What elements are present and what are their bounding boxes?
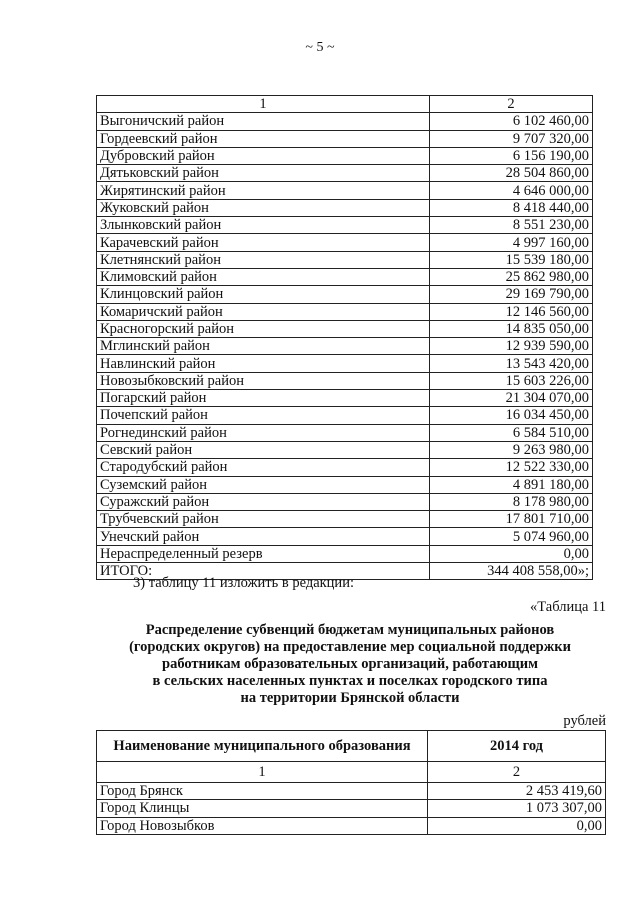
amendment-note: 3) таблицу 11 изложить в редакции:: [133, 575, 354, 591]
row-name: Стародубский район: [97, 459, 430, 476]
row-amount: 17 801 710,00: [430, 511, 593, 528]
table-row: [97, 217, 593, 234]
title-line: Распределение субвенций бюджетам муниципальных районов: [145, 622, 555, 638]
row-amount: 13 543 420,00: [430, 355, 593, 372]
row-name: Трубчевский район: [97, 511, 430, 528]
row-amount: 4 891 180,00: [430, 476, 593, 493]
table-row: [97, 147, 593, 164]
table-row: [97, 817, 606, 834]
row-name: Почепский район: [97, 407, 430, 424]
row-name: Дубровский район: [97, 147, 430, 164]
row-name: Карачевский район: [97, 234, 430, 251]
row-name: Жуковский район: [97, 199, 430, 216]
table-row: [97, 130, 593, 147]
row-amount: 16 034 450,00: [430, 407, 593, 424]
row-name: Город Клинцы: [97, 800, 428, 817]
row-amount: 29 169 790,00: [430, 286, 593, 303]
row-amount: 6 584 510,00: [430, 424, 593, 441]
row-name: Выгоничский район: [97, 113, 430, 130]
column-number-1: 1: [97, 762, 428, 783]
header-municipality: Наименование муниципального образования: [97, 731, 428, 762]
row-amount: 344 408 558,00»;: [430, 563, 593, 580]
row-name: Нераспределенный резерв: [97, 545, 430, 562]
row-amount: 6 156 190,00: [430, 147, 593, 164]
table-row: [97, 303, 593, 320]
table-row: [97, 783, 606, 800]
page-number: ~ 5 ~: [305, 40, 335, 55]
table-row: [97, 251, 593, 268]
row-name: Красногорский район: [97, 320, 430, 337]
row-amount: 25 862 980,00: [430, 268, 593, 285]
row-amount: 0,00: [430, 545, 593, 562]
table-row: [97, 199, 593, 216]
row-name: Комаричский район: [97, 303, 430, 320]
table-row: [97, 800, 606, 817]
row-amount: 12 146 560,00: [430, 303, 593, 320]
row-amount: 8 551 230,00: [430, 217, 593, 234]
row-name: Дятьковский район: [97, 165, 430, 182]
header-year: 2014 год: [428, 731, 606, 762]
row-amount: 12 522 330,00: [430, 459, 593, 476]
subsidy-districts-table: [96, 95, 593, 580]
table-row: [97, 268, 593, 285]
title-line: на территории Брянской области: [240, 690, 460, 706]
column-number-1: 1: [97, 96, 430, 113]
table-row: [97, 320, 593, 337]
table-header-row: [97, 96, 593, 113]
table-row: [97, 182, 593, 199]
row-name: Гордеевский район: [97, 130, 430, 147]
table-row: [97, 355, 593, 372]
row-amount: 14 835 050,00: [430, 320, 593, 337]
table-header-row: [97, 731, 606, 762]
row-amount: 12 939 590,00: [430, 338, 593, 355]
row-amount: 9 707 320,00: [430, 130, 593, 147]
table-row: [97, 390, 593, 407]
row-amount: 15 603 226,00: [430, 372, 593, 389]
table-subheader-row: [97, 762, 606, 783]
row-amount: 0,00: [428, 817, 606, 834]
table-11: [96, 730, 606, 835]
row-amount: 6 102 460,00: [430, 113, 593, 130]
table-row: [97, 528, 593, 545]
table-row: [97, 113, 593, 130]
table-row: [97, 459, 593, 476]
table-row: [97, 511, 593, 528]
table-row: [97, 424, 593, 441]
row-name: Севский район: [97, 441, 430, 458]
table-row: [97, 476, 593, 493]
row-name: ИТОГО:: [97, 563, 430, 580]
table-row: [97, 165, 593, 182]
table-row: [97, 234, 593, 251]
row-amount: 15 539 180,00: [430, 251, 593, 268]
row-amount: 4 997 160,00: [430, 234, 593, 251]
row-amount: 28 504 860,00: [430, 165, 593, 182]
row-amount: 21 304 070,00: [430, 390, 593, 407]
table-row: [97, 338, 593, 355]
units-label: рублей: [563, 713, 606, 729]
row-name: Навлинский район: [97, 355, 430, 372]
row-name: Клинцовский район: [97, 286, 430, 303]
table-reference: «Таблица 11: [530, 599, 606, 615]
row-name: Унечский район: [97, 528, 430, 545]
title-line: в сельских населенных пунктах и поселках городского типа: [152, 673, 548, 689]
table-row: [97, 493, 593, 510]
row-amount: 4 646 000,00: [430, 182, 593, 199]
title-line: работникам образовательных организаций, работающим: [162, 656, 538, 672]
row-name: Погарский район: [97, 390, 430, 407]
row-name: Мглинский район: [97, 338, 430, 355]
row-amount: 8 178 980,00: [430, 493, 593, 510]
row-name: Рогнединский район: [97, 424, 430, 441]
table-row: [97, 441, 593, 458]
table-row: [97, 545, 593, 562]
row-name: Город Новозыбков: [97, 817, 428, 834]
table-row: [97, 286, 593, 303]
row-name: Жирятинский район: [97, 182, 430, 199]
row-name: Суземский район: [97, 476, 430, 493]
table-row: [97, 407, 593, 424]
row-name: Клетнянский район: [97, 251, 430, 268]
title-line: (городских округов) на предоставление мер социальной поддержки: [129, 639, 571, 655]
row-amount: 2 453 419,60: [428, 783, 606, 800]
row-amount: 8 418 440,00: [430, 199, 593, 216]
row-name: Климовский район: [97, 268, 430, 285]
row-name: Злынковский район: [97, 217, 430, 234]
row-name: Суражский район: [97, 493, 430, 510]
row-name: Город Брянск: [97, 783, 428, 800]
row-name: Новозыбковский район: [97, 372, 430, 389]
row-amount: 5 074 960,00: [430, 528, 593, 545]
row-amount: 9 263 980,00: [430, 441, 593, 458]
column-number-2: 2: [430, 96, 593, 113]
row-amount: 1 073 307,00: [428, 800, 606, 817]
table-row: [97, 372, 593, 389]
column-number-2: 2: [428, 762, 606, 783]
table-title: [90, 622, 610, 707]
